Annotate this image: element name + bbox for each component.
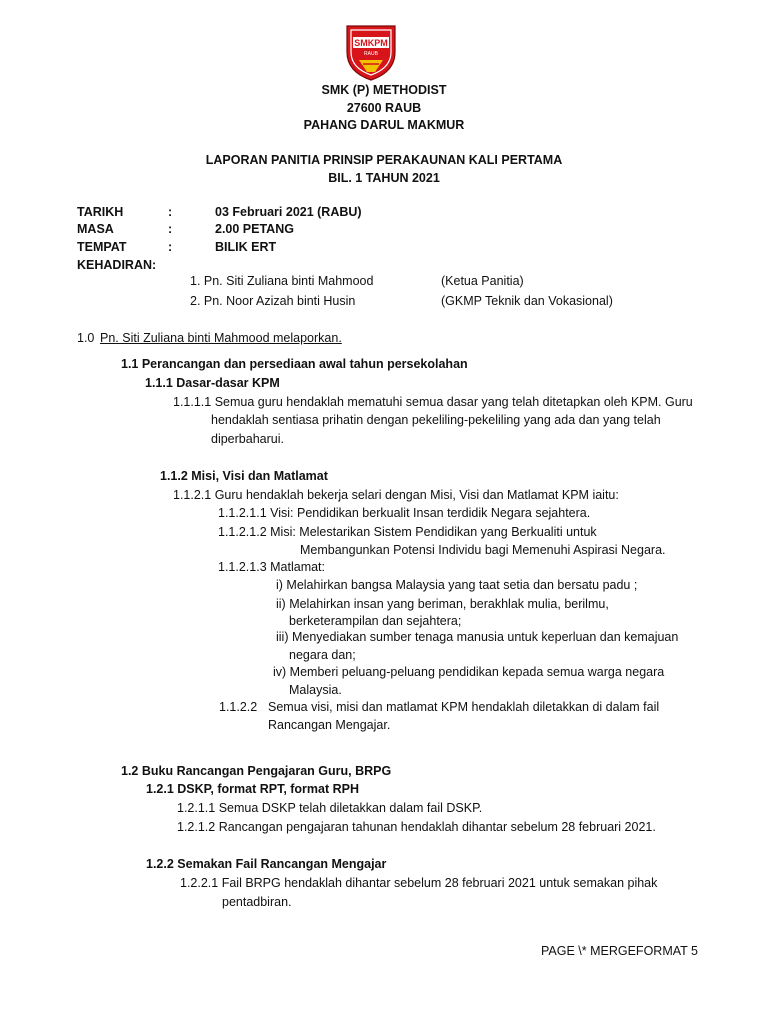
paragraph-line: Rancangan Mengajar. bbox=[268, 718, 391, 732]
attendee-name: 2. Pn. Noor Azizah binti Husin bbox=[190, 294, 356, 308]
paragraph-line: diperbaharui. bbox=[211, 432, 284, 446]
goal-item: berketerampilan dan sejahtera; bbox=[289, 614, 462, 628]
time-value: 2.00 PETANG bbox=[215, 222, 294, 236]
date-value: 03 Februari 2021 (RABU) bbox=[215, 205, 362, 219]
school-postcode: 27600 RAUB bbox=[346, 101, 422, 115]
svg-text:SMKPM: SMKPM bbox=[354, 38, 388, 48]
paragraph-line: 1.2.1.2 Rancangan pengajaran tahunan hendaklah dihantar sebelum 28 februari 2021. bbox=[177, 820, 656, 834]
section-number: 1.0 bbox=[77, 331, 95, 345]
heading-1-1: 1.1 Perancangan dan persediaan awal tahun persekolahan bbox=[121, 357, 468, 371]
paragraph-line: pentadbiran. bbox=[222, 895, 292, 909]
date-colon: : bbox=[168, 205, 173, 219]
paragraph-number: 1.1.2.2 bbox=[219, 700, 258, 714]
time-label: MASA bbox=[77, 222, 114, 236]
school-crest-logo bbox=[345, 22, 397, 82]
paragraph-line: hendaklah sentiasa prihatin dengan pekeliling-pekeliling yang ada dan yang telah bbox=[211, 413, 661, 427]
attendance-label: KEHADIRAN: bbox=[77, 258, 157, 272]
school-state: PAHANG DARUL MAKMUR bbox=[303, 118, 465, 132]
heading-1-2-2: 1.2.2 Semakan Fail Rancangan Mengajar bbox=[146, 857, 387, 871]
attendee-role: (GKMP Teknik dan Vokasional) bbox=[441, 294, 613, 308]
paragraph-line: 1.1.2.1 Guru hendaklah bekerja selari dengan Misi, Visi dan Matlamat KPM iaitu: bbox=[173, 488, 619, 502]
heading-1-2: 1.2 Buku Rancangan Pengajaran Guru, BRPG bbox=[121, 764, 392, 778]
goal-item: iii) Menyediakan sumber tenaga manusia untuk keperluan dan kemajuan bbox=[276, 630, 679, 644]
goal-item: i) Melahirkan bangsa Malaysia yang taat setia dan bersatu padu ; bbox=[276, 578, 638, 592]
heading-1-2-1: 1.2.1 DSKP, format RPT, format RPH bbox=[146, 782, 360, 796]
heading-1-1-2: 1.1.2 Misi, Visi dan Matlamat bbox=[160, 469, 328, 483]
date-label: TARIKH bbox=[77, 205, 124, 219]
section-intro: Pn. Siti Zuliana binti Mahmood melaporkan. bbox=[100, 331, 342, 345]
paragraph-line: 1.1.1.1 Semua guru hendaklah mematuhi semua dasar yang telah ditetapkan oleh KPM. Guru bbox=[173, 395, 693, 409]
school-name: SMK (P) METHODIST bbox=[321, 83, 447, 97]
paragraph-line: Semua visi, misi dan matlamat KPM hendaklah diletakkan di dalam fail bbox=[268, 700, 660, 714]
attendee-name: 1. Pn. Siti Zuliana binti Mahmood bbox=[190, 274, 374, 288]
goal-item: negara dan; bbox=[289, 648, 356, 662]
paragraph-line: 1.1.2.1.2 Misi: Melestarikan Sistem Pendidikan yang Berkualiti untuk bbox=[218, 525, 597, 539]
place-value: BILIK ERT bbox=[215, 240, 277, 254]
report-title: LAPORAN PANITIA PRINSIP PERAKAUNAN KALI PERTAMA bbox=[205, 153, 563, 167]
svg-text:RAUB: RAUB bbox=[364, 51, 378, 57]
goal-item: Malaysia. bbox=[289, 683, 342, 697]
time-colon: : bbox=[168, 222, 173, 236]
report-number: BIL. 1 TAHUN 2021 bbox=[328, 171, 440, 185]
heading-1-1-1: 1.1.1 Dasar-dasar KPM bbox=[145, 376, 280, 390]
paragraph-line: 1.1.2.1.3 Matlamat: bbox=[218, 560, 326, 574]
goal-item: iv) Memberi peluang-peluang pendidikan kepada semua warga negara bbox=[273, 665, 665, 679]
page-number-field: PAGE \* MERGEFORMAT 5 bbox=[541, 944, 698, 958]
paragraph-line: Membangunkan Potensi Individu bagi Memenuhi Aspirasi Negara. bbox=[300, 543, 666, 557]
place-label: TEMPAT bbox=[77, 240, 127, 254]
attendee-role: (Ketua Panitia) bbox=[441, 274, 524, 288]
goal-item: ii) Melahirkan insan yang beriman, berakhlak mulia, berilmu, bbox=[276, 597, 609, 611]
paragraph-line: 1.1.2.1.1 Visi: Pendidikan berkualit Insan terdidik Negara sejahtera. bbox=[218, 506, 591, 520]
place-colon: : bbox=[168, 240, 173, 254]
paragraph-line: 1.2.2.1 Fail BRPG hendaklah dihantar sebelum 28 februari 2021 untuk semakan pihak bbox=[180, 876, 658, 890]
paragraph-line: 1.2.1.1 Semua DSKP telah diletakkan dalam fail DSKP. bbox=[177, 801, 483, 815]
